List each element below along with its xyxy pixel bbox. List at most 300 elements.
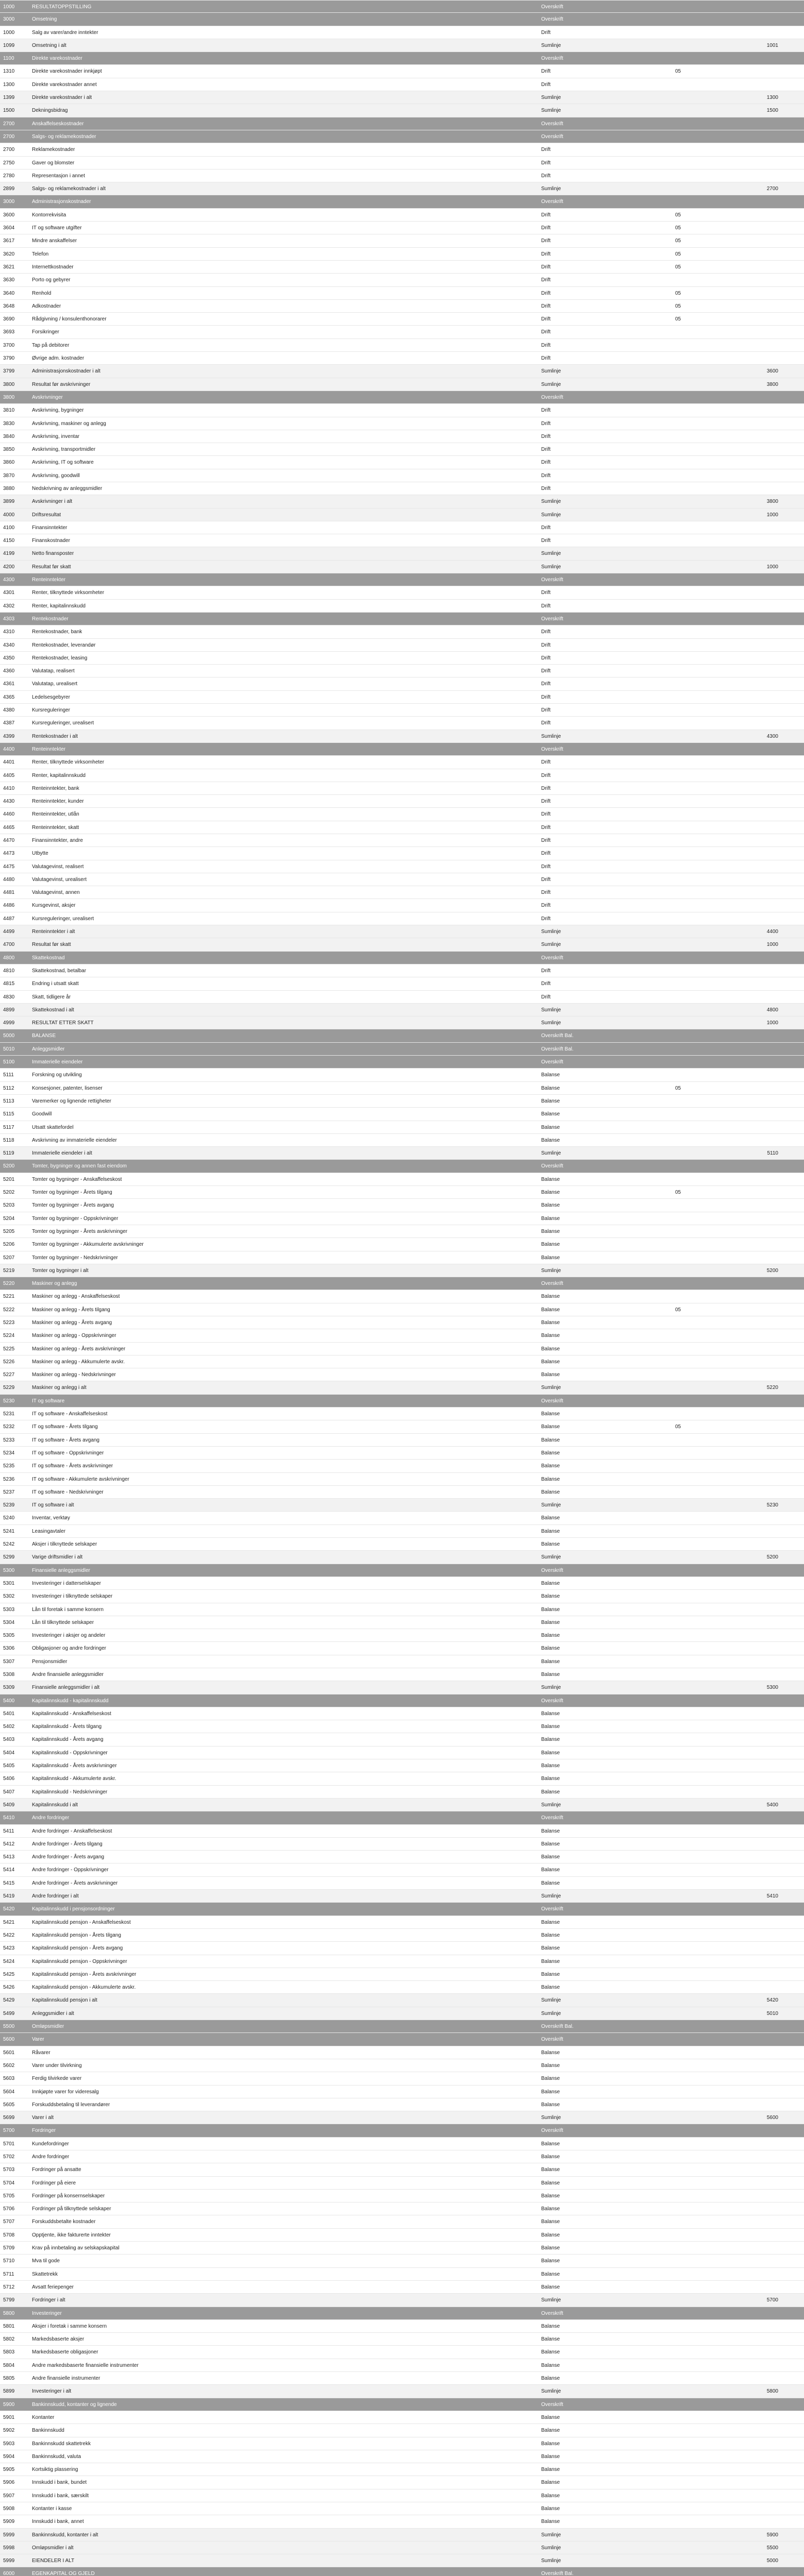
- table-group-header[interactable]: [0, 1564, 804, 1577]
- account-type: Drift: [541, 303, 551, 309]
- table-row[interactable]: [0, 534, 804, 547]
- table-row[interactable]: [0, 1355, 804, 1368]
- table-group-header[interactable]: [0, 1694, 804, 1707]
- table-row[interactable]: [0, 313, 804, 326]
- table-row[interactable]: [0, 1225, 804, 1238]
- sum-reference: [742, 1759, 778, 1772]
- table-row[interactable]: [0, 991, 804, 1004]
- table-row[interactable]: [0, 1747, 804, 1759]
- table-row[interactable]: [0, 1551, 804, 1564]
- table-row[interactable]: [0, 2098, 804, 2111]
- table-row[interactable]: [0, 1863, 804, 1876]
- account-name: Adkostnader: [32, 303, 61, 309]
- table-row[interactable]: [0, 586, 804, 599]
- table-row[interactable]: [0, 808, 804, 821]
- account-name: Mindre anskaffelser: [32, 238, 77, 244]
- table-row[interactable]: [0, 509, 804, 521]
- sum-reference: 5600: [766, 2115, 778, 2121]
- account-code: 5800: [3, 2310, 15, 2316]
- table-row[interactable]: [0, 26, 804, 39]
- table-row[interactable]: [0, 2554, 804, 2567]
- table-row[interactable]: [0, 1929, 804, 1942]
- account-type: Balanse: [541, 2493, 560, 2499]
- account-code: 4350: [3, 655, 15, 661]
- table-row[interactable]: [0, 1316, 804, 1329]
- table-row[interactable]: [0, 1447, 804, 1460]
- table-group-header[interactable]: [0, 130, 804, 143]
- table-row[interactable]: [0, 2463, 804, 2476]
- table-row[interactable]: [0, 1994, 804, 2007]
- table-row[interactable]: [0, 248, 804, 261]
- account-type: Balanse: [541, 1215, 560, 1222]
- table-row[interactable]: [0, 2359, 804, 2372]
- table-row[interactable]: [0, 1186, 804, 1199]
- sum-reference: 1000: [766, 564, 778, 570]
- account-code: 5306: [3, 1646, 15, 1652]
- account-code: 2780: [3, 173, 15, 179]
- sum-reference: [742, 1056, 778, 1069]
- table-row[interactable]: [0, 704, 804, 717]
- table-row[interactable]: [0, 1629, 804, 1642]
- vat-code: [675, 1108, 706, 1121]
- table-group-header[interactable]: [0, 2124, 804, 2137]
- sum-reference: 1001: [766, 42, 778, 48]
- table-row[interactable]: [0, 1525, 804, 1538]
- account-type: Drift: [541, 433, 551, 439]
- table-row[interactable]: [0, 860, 804, 873]
- table-group-header[interactable]: [0, 2567, 804, 2576]
- table-row[interactable]: [0, 665, 804, 677]
- table-row[interactable]: [0, 352, 804, 365]
- table-row[interactable]: [0, 782, 804, 795]
- account-name: Andre finansielle instrumenter: [32, 2376, 100, 2382]
- table-row[interactable]: [0, 1681, 804, 1694]
- table-row[interactable]: [0, 1095, 804, 1108]
- account-type: Balanse: [541, 1646, 560, 1652]
- table-group-header[interactable]: [0, 2307, 804, 2320]
- account-code: 5799: [3, 2297, 15, 2303]
- table-row[interactable]: [0, 2320, 804, 2333]
- sum-reference: 5200: [766, 1554, 778, 1561]
- sum-reference: [742, 2215, 778, 2228]
- table-row[interactable]: [0, 1329, 804, 1342]
- table-group-header[interactable]: [0, 13, 804, 26]
- table-row[interactable]: [0, 1720, 804, 1733]
- table-row[interactable]: [0, 1251, 804, 1264]
- table-row[interactable]: [0, 482, 804, 495]
- table-row[interactable]: [0, 834, 804, 847]
- vat-code: [675, 39, 706, 52]
- account-type: Balanse: [541, 1958, 560, 1964]
- table-row[interactable]: [0, 2450, 804, 2463]
- vat-code: [675, 1863, 706, 1876]
- table-row[interactable]: [0, 899, 804, 912]
- sum-reference: [742, 2242, 778, 2255]
- table-row[interactable]: [0, 234, 804, 247]
- table-row[interactable]: [0, 2385, 804, 2398]
- table-row[interactable]: [0, 1616, 804, 1629]
- table-row[interactable]: [0, 1603, 804, 1616]
- table-row[interactable]: [0, 1121, 804, 1134]
- table-row[interactable]: [0, 2411, 804, 2424]
- table-row[interactable]: [0, 2242, 804, 2255]
- table-row[interactable]: [0, 2202, 804, 2215]
- vat-code: [675, 1043, 706, 1056]
- account-name: Tap på debitorer: [32, 342, 70, 348]
- account-code: 3640: [3, 290, 15, 296]
- account-name: Salg av varer/andre inntekter: [32, 29, 98, 36]
- table-row[interactable]: [0, 222, 804, 234]
- table-row[interactable]: [0, 2437, 804, 2450]
- table-row[interactable]: [0, 1420, 804, 1433]
- table-row[interactable]: [0, 2046, 804, 2059]
- sum-reference: [742, 209, 778, 222]
- sum-reference: 5410: [766, 1893, 778, 1900]
- account-name: IT og software - Årets avgang: [32, 1437, 99, 1443]
- account-type: Drift: [541, 916, 551, 922]
- account-name: Kursreguleringer: [32, 707, 70, 714]
- table-row[interactable]: [0, 2529, 804, 2541]
- table-row[interactable]: [0, 873, 804, 886]
- vat-code: [675, 977, 706, 990]
- table-row[interactable]: [0, 1290, 804, 1303]
- table-group-header[interactable]: [0, 117, 804, 130]
- table-row[interactable]: [0, 2072, 804, 2085]
- table-row[interactable]: [0, 1577, 804, 1590]
- vat-code: [675, 1851, 706, 1863]
- table-row[interactable]: [0, 717, 804, 730]
- table-row[interactable]: [0, 1838, 804, 1851]
- account-type: Balanse: [541, 1202, 560, 1209]
- account-type: Balanse: [541, 1242, 560, 1248]
- table-row[interactable]: [0, 2086, 804, 2098]
- table-row[interactable]: [0, 274, 804, 286]
- table-group-header[interactable]: [0, 1277, 804, 1290]
- sum-reference: [742, 1303, 778, 1316]
- sum-reference: [742, 613, 778, 625]
- table-row[interactable]: [0, 2515, 804, 2528]
- table-row[interactable]: [0, 404, 804, 417]
- table-row[interactable]: [0, 170, 804, 182]
- table-row[interactable]: [0, 795, 804, 808]
- sum-reference: [742, 1968, 778, 1981]
- vat-code: [675, 2307, 706, 2320]
- table-row[interactable]: [0, 639, 804, 652]
- table-row[interactable]: [0, 691, 804, 704]
- sum-reference: [742, 234, 778, 247]
- table-row[interactable]: [0, 65, 804, 78]
- table-row[interactable]: [0, 326, 804, 338]
- table-row[interactable]: [0, 2346, 804, 2359]
- sum-reference: [742, 521, 778, 534]
- table-row[interactable]: [0, 1512, 804, 1524]
- table-row[interactable]: [0, 430, 804, 443]
- account-type: Drift: [541, 811, 551, 818]
- table-row[interactable]: [0, 2229, 804, 2242]
- table-row[interactable]: [0, 1212, 804, 1225]
- table-row[interactable]: [0, 938, 804, 951]
- table-row[interactable]: [0, 1499, 804, 1512]
- account-code: 4361: [3, 681, 15, 687]
- table-row[interactable]: [0, 1668, 804, 1681]
- table-row[interactable]: [0, 2007, 804, 2020]
- table-row[interactable]: [0, 1981, 804, 1994]
- sum-reference: [742, 1877, 778, 1890]
- table-row[interactable]: [0, 2372, 804, 2385]
- table-group-header[interactable]: [0, 573, 804, 586]
- table-group-header[interactable]: [0, 1903, 804, 1916]
- table-row[interactable]: [0, 2150, 804, 2163]
- table-row[interactable]: [0, 521, 804, 534]
- account-name: Valutagevinst, annen: [32, 890, 80, 896]
- table-row[interactable]: [0, 378, 804, 391]
- table-row[interactable]: [0, 1016, 804, 1029]
- table-group-header[interactable]: [0, 1056, 804, 1069]
- table-row[interactable]: [0, 1825, 804, 1838]
- table-row[interactable]: [0, 1368, 804, 1381]
- table-row[interactable]: [0, 561, 804, 573]
- table-row[interactable]: [0, 495, 804, 508]
- table-group-header[interactable]: [0, 195, 804, 208]
- table-row[interactable]: [0, 2190, 804, 2202]
- table-row[interactable]: [0, 1460, 804, 1472]
- account-type: Overskrift: [541, 1698, 563, 1704]
- table-row[interactable]: [0, 1199, 804, 1212]
- account-code: 5299: [3, 1554, 15, 1561]
- table-row[interactable]: [0, 1381, 804, 1394]
- table-row[interactable]: [0, 2281, 804, 2294]
- sum-reference: [742, 769, 778, 782]
- table-row[interactable]: [0, 339, 804, 352]
- table-row[interactable]: [0, 1108, 804, 1121]
- table-row[interactable]: [0, 2294, 804, 2307]
- table-row[interactable]: [0, 157, 804, 170]
- account-name: Kontorrekvisita: [32, 212, 66, 218]
- table-row[interactable]: [0, 1590, 804, 1603]
- vat-code: [675, 1955, 706, 1968]
- account-type: Balanse: [541, 1945, 560, 1952]
- table-row[interactable]: [0, 1877, 804, 1890]
- table-row[interactable]: [0, 1772, 804, 1785]
- table-row[interactable]: [0, 821, 804, 834]
- account-name: Forskuddsbetaling til leverandører: [32, 2102, 110, 2108]
- sum-reference: 5110: [767, 1150, 778, 1157]
- account-code: 5200: [3, 1163, 15, 1170]
- table-row[interactable]: [0, 365, 804, 378]
- table-row[interactable]: [0, 1173, 804, 1186]
- account-code: 4800: [3, 955, 15, 961]
- table-row[interactable]: [0, 1303, 804, 1316]
- table-row[interactable]: [0, 209, 804, 222]
- table-row[interactable]: [0, 1642, 804, 1655]
- account-type: Balanse: [541, 1985, 560, 1991]
- table-row[interactable]: [0, 1955, 804, 1968]
- table-row[interactable]: [0, 2177, 804, 2190]
- table-row[interactable]: [0, 886, 804, 899]
- table-row[interactable]: [0, 1238, 804, 1251]
- account-name: Kursgevinst, aksjer: [32, 903, 76, 909]
- account-code: 1310: [3, 69, 15, 75]
- table-row[interactable]: [0, 1343, 804, 1355]
- account-name: Innskudd i bank, annet: [32, 2519, 84, 2525]
- table-row[interactable]: [0, 769, 804, 782]
- account-code: 5423: [3, 1945, 15, 1952]
- table-row[interactable]: [0, 1408, 804, 1420]
- table-row[interactable]: [0, 417, 804, 430]
- table-row[interactable]: [0, 756, 804, 769]
- table-row[interactable]: [0, 625, 804, 638]
- table-row[interactable]: [0, 91, 804, 104]
- sum-reference: 5000: [766, 2558, 778, 2564]
- table-row[interactable]: [0, 2424, 804, 2437]
- table-row[interactable]: [0, 1733, 804, 1746]
- table-row[interactable]: [0, 2502, 804, 2515]
- account-name: Varige driftsmidler i alt: [32, 1554, 83, 1561]
- table-row[interactable]: [0, 964, 804, 977]
- sum-reference: [742, 1, 778, 13]
- account-type: Drift: [541, 290, 551, 296]
- sum-reference: [742, 1069, 778, 1081]
- table-row[interactable]: [0, 1942, 804, 1955]
- sum-reference: [742, 2333, 778, 2346]
- sum-reference: [742, 2307, 778, 2320]
- table-row[interactable]: [0, 1134, 804, 1147]
- table-row[interactable]: [0, 2215, 804, 2228]
- account-name: Forskning og utvikling: [32, 1072, 82, 1078]
- account-name: Skatt, tidligere år: [32, 994, 71, 1000]
- table-group-header[interactable]: [0, 1029, 804, 1042]
- table-group-header[interactable]: [0, 2398, 804, 2411]
- table-row[interactable]: [0, 2111, 804, 2124]
- account-type: Balanse: [541, 2441, 560, 2447]
- vat-code: [675, 1590, 706, 1603]
- table-row[interactable]: [0, 730, 804, 743]
- account-type: Balanse: [541, 1606, 560, 1613]
- account-type: Drift: [541, 981, 551, 987]
- table-row[interactable]: [0, 2255, 804, 2267]
- table-row[interactable]: [0, 469, 804, 482]
- account-name: Rentekostnader: [32, 616, 69, 622]
- table-group-header[interactable]: [0, 1811, 804, 1824]
- sum-reference: [742, 2372, 778, 2385]
- table-row[interactable]: [0, 2333, 804, 2346]
- table-row[interactable]: [0, 182, 804, 195]
- vat-code: 05: [675, 1307, 681, 1313]
- account-type: Sumlinje: [541, 1685, 561, 1691]
- table-row[interactable]: [0, 1799, 804, 1811]
- table-row[interactable]: [0, 2476, 804, 2489]
- vat-code: [675, 1134, 706, 1147]
- vat-code: [675, 2020, 706, 2033]
- account-code: 5404: [3, 1750, 15, 1756]
- table-row[interactable]: [0, 1707, 804, 1720]
- table-row[interactable]: [0, 1434, 804, 1447]
- table-row[interactable]: [0, 78, 804, 91]
- table-group-header[interactable]: [0, 2020, 804, 2033]
- account-code: 3830: [3, 420, 15, 427]
- account-name: Kapitalinnskudd pensjon - Anskaffelseskost: [32, 1919, 131, 1925]
- account-type: Drift: [541, 785, 551, 791]
- table-row[interactable]: [0, 2541, 804, 2554]
- table-row[interactable]: [0, 1916, 804, 1929]
- sum-reference: 1000: [766, 942, 778, 948]
- account-code: 4460: [3, 811, 15, 818]
- account-code: 5414: [3, 1867, 15, 1873]
- table-group-header[interactable]: [0, 952, 804, 964]
- table-row[interactable]: [0, 547, 804, 560]
- table-row[interactable]: [0, 1486, 804, 1499]
- table-row[interactable]: [0, 912, 804, 925]
- table-row[interactable]: [0, 1004, 804, 1016]
- table-row[interactable]: [0, 677, 804, 690]
- vat-code: [675, 991, 706, 1004]
- table-row[interactable]: [0, 2059, 804, 2072]
- account-name: Finanskostnader: [32, 538, 70, 544]
- table-row[interactable]: [0, 143, 804, 156]
- table-row[interactable]: [0, 1538, 804, 1551]
- table-group-header[interactable]: [0, 391, 804, 404]
- table-row[interactable]: [0, 261, 804, 274]
- vat-code: [675, 756, 706, 769]
- table-row[interactable]: [0, 1082, 804, 1095]
- table-row[interactable]: [0, 2268, 804, 2281]
- table-row[interactable]: [0, 1655, 804, 1668]
- table-row[interactable]: [0, 1264, 804, 1277]
- table-group-header[interactable]: [0, 613, 804, 625]
- table-row[interactable]: [0, 2163, 804, 2176]
- account-type: Balanse: [541, 2323, 560, 2329]
- table-row[interactable]: [0, 847, 804, 860]
- sum-reference: [742, 1029, 778, 1042]
- table-row[interactable]: [0, 1968, 804, 1981]
- table-row[interactable]: [0, 925, 804, 938]
- table-group-header[interactable]: [0, 52, 804, 65]
- table-row[interactable]: [0, 1890, 804, 1903]
- table-group-header[interactable]: [0, 1043, 804, 1056]
- sum-reference: [742, 2059, 778, 2072]
- table-group-header[interactable]: [0, 2033, 804, 2046]
- table-row[interactable]: [0, 1069, 804, 1081]
- table-row[interactable]: [0, 2489, 804, 2502]
- table-row[interactable]: [0, 1851, 804, 1863]
- table-row[interactable]: [0, 2138, 804, 2150]
- table-group-header[interactable]: [0, 1160, 804, 1173]
- table-group-header[interactable]: [0, 0, 804, 13]
- sum-reference: [742, 1590, 778, 1603]
- sum-reference: [742, 456, 778, 469]
- table-row[interactable]: [0, 287, 804, 300]
- table-row[interactable]: [0, 1786, 804, 1799]
- table-row[interactable]: [0, 1759, 804, 1772]
- table-row[interactable]: [0, 39, 804, 52]
- table-row[interactable]: [0, 652, 804, 665]
- table-row[interactable]: [0, 600, 804, 613]
- table-row[interactable]: [0, 1147, 804, 1160]
- table-row[interactable]: [0, 977, 804, 990]
- table-row[interactable]: [0, 300, 804, 313]
- account-name: Varemerker og lignende rettigheter: [32, 1098, 111, 1104]
- table-row[interactable]: [0, 443, 804, 456]
- table-row[interactable]: [0, 1473, 804, 1486]
- vat-code: [675, 26, 706, 39]
- account-name: Avskrivninger: [32, 394, 63, 400]
- sum-reference: 1000: [766, 512, 778, 518]
- table-group-header[interactable]: [0, 743, 804, 756]
- table-row[interactable]: [0, 104, 804, 117]
- table-row[interactable]: [0, 456, 804, 469]
- account-name: IT og software - Årets tilgang: [32, 1424, 98, 1430]
- table-group-header[interactable]: [0, 1395, 804, 1408]
